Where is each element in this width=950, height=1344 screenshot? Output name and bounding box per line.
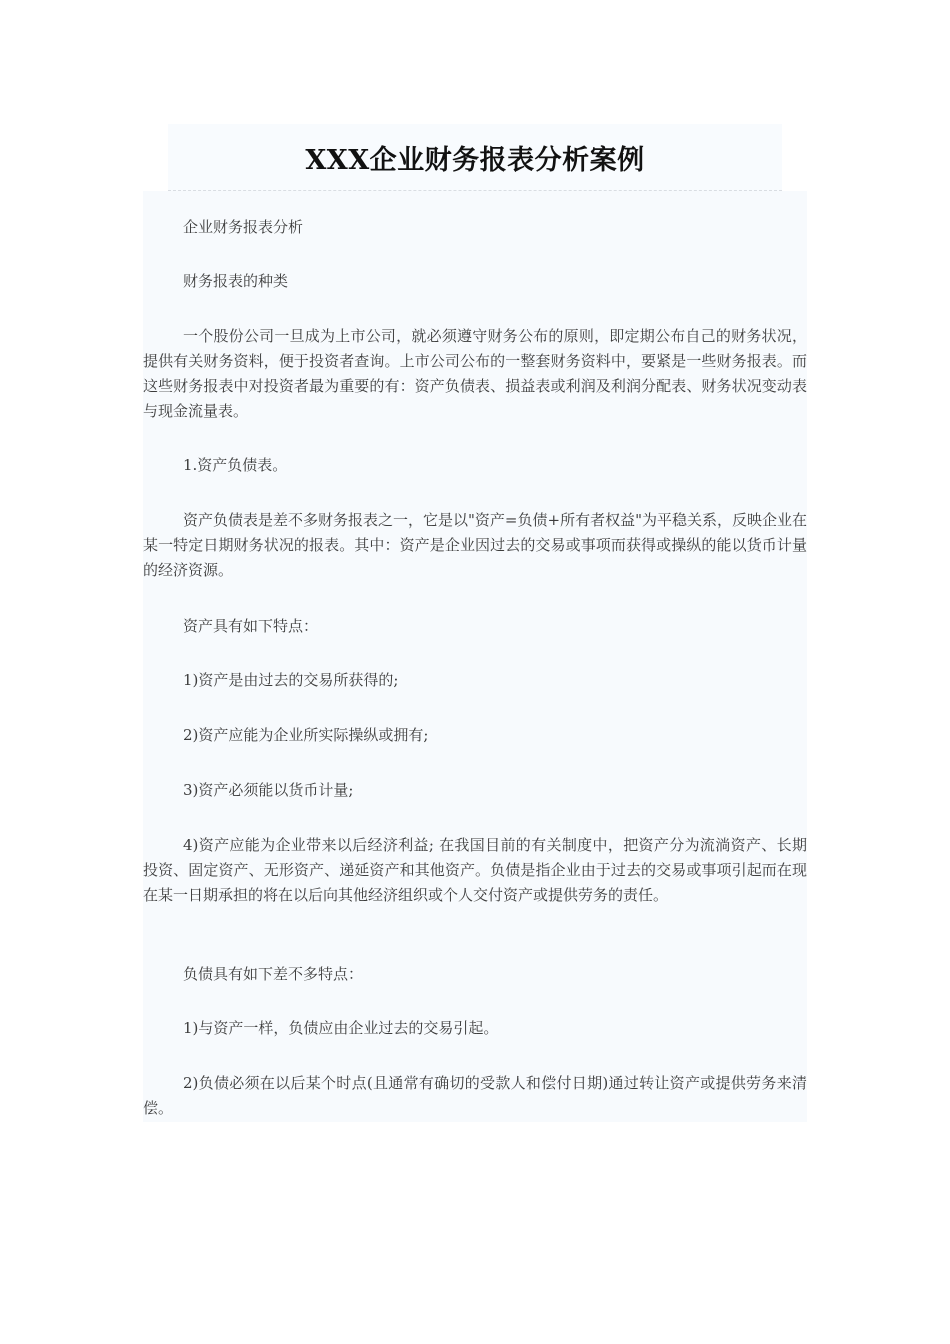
- paragraph-asset-feature-4: 4)资产应能为企业带来以后经济利益; 在我国目前的有关制度中，把资产分为流淌资产、长期投资、固定资产、无形资产、递延资产和其他资产。负债是指企业由于过去的交易或事项引起而在现在某一日期承担的将在以后向其他经济组织或个人交付资产或提供劳务的责任。: [143, 836, 807, 904]
- paragraph-balance-sheet-heading: 1.资产负债表。: [183, 456, 288, 474]
- paragraph-asset-feature-3: 3)资产必须能以货币计量;: [183, 781, 354, 799]
- title-banner: [168, 124, 782, 191]
- paragraph-liability-feature-1: 1)与资产一样，负债应由企业过去的交易引起。: [183, 1019, 499, 1037]
- document-body: [143, 191, 807, 1122]
- paragraph-asset-feature-1: 1)资产是由过去的交易所获得的;: [183, 671, 399, 689]
- paragraph-section-heading: 企业财务报表分析: [183, 218, 304, 236]
- paragraph-intro: 一个股份公司一旦成为上市公司，就必须遵守财务公布的原则，即定期公布自己的财务状况，提供有关财务资料，便于投资者查询。上市公司公布的一整套财务资料中，要紧是一些财务报表。而这些财务报表中对投资者最为重要的有：资产负债表、损益表或利润及利润分配表、财务状况变动表与现金流量表。: [143, 327, 807, 420]
- paragraph-liability-feature-2: 2)负债必须在以后某个时点(且通常有确切的受款人和偿付日期)通过转让资产或提供劳务来清偿。: [143, 1074, 807, 1117]
- paragraph-asset-feature-2: 2)资产应能为企业所实际操纵或拥有;: [183, 726, 429, 744]
- document-title: XXX企业财务报表分析案例: [305, 144, 645, 176]
- paragraph-asset-features-heading: 资产具有如下特点：: [183, 617, 319, 635]
- paragraph-subheading: 财务报表的种类: [183, 272, 289, 290]
- paragraph-liability-features-heading: 负债具有如下差不多特点：: [183, 965, 364, 983]
- paragraph-balance-sheet-definition: 资产负债表是差不多财务报表之一，它是以"资产=负债+所有者权益"为平稳关系，反映企业在某一特定日期财务状况的报表。其中：资产是企业因过去的交易或事项而获得或操纵的能以货币计量的经济资源。: [143, 511, 807, 579]
